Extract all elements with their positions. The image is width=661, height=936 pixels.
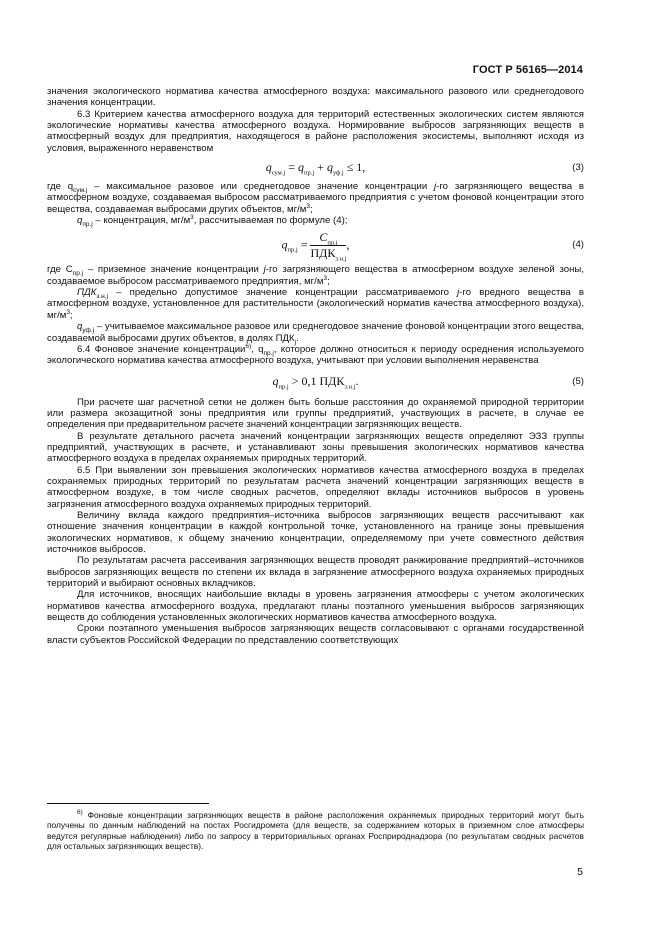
paragraph: 6.3 Критерием качества атмосферного воздуха для территорий естественных экологических систем являются экологические нормативы качества атмосферного воздуха. Нормирование выбросов загрязняющих веществ в атмосферный воздух для предприятия, находящегося в районе расположения экосистемы, выполняют исходя из условия, выраженного неравенством	[47, 108, 584, 154]
document-body	[47, 86, 584, 646]
paragraph: Величину вклада каждого предприятия–источника выбросов загрязняющих веществ рассчитывают как отношение значения концентрации в каждой контрольной точке, установленного на границе зоны превышения экологических нормативов, к общему значению концентрации, определяемому при учете совместного действия источников выбросов.	[47, 509, 584, 555]
formula-4-fraction: $\frac{C_{пр.j}}{ПДК_{з.н.j}}$	[310, 230, 347, 263]
formula-4-expression: $q_{пр.j}$ = $\frac{C_{пр.j}}{ПДК_{з.н.j}}$ ,	[281, 230, 350, 263]
footnote-reference: 6)	[245, 342, 252, 350]
formula-4	[47, 226, 584, 264]
footnote-separator	[47, 803, 209, 804]
footnote-marker: 6)	[77, 809, 83, 817]
formula-3	[47, 154, 584, 181]
paragraph: Для источников, вносящих наибольшие вклады в уровень загрязнения атмосферы с учетом экологических нормативов качества атмосферного воздуха, предлагают планы поэтапного уменьшения выбросов загрязняющих веществ до соблюдения установленных экологических нормативов качества атмосферного воздуха.	[47, 589, 584, 624]
paragraph: значения экологического норматива качества атмосферного воздуха: максимального разового или среднегодового значения концентрации.	[47, 86, 584, 109]
paragraph: $q_{уф.j}$ – учитываемое максимальное разовое или среднегодовое значение фоновой концентрации этого вещества, создаваемой выбросами других объектов, в долях $ПДК_j$.	[47, 321, 584, 346]
paragraph: Сроки поэтапного уменьшения выбросов загрязняющих веществ согласовывают с органами государственной власти субъектов Российской Федерации по представлению соответствующих	[47, 623, 584, 646]
paragraph: По результатам расчета рассеивания загрязняющих веществ проводят ранжирование предприятий–источников выбросов загрязняющих веществ по степени их вклада в загрязнение атмосферного воздуха охраняемых природных территорий и выбирают основных вкладчиков.	[47, 555, 584, 590]
paragraph: При расчете шаг расчетной сетки не должен быть больше расстояния до охраняемой природной территории или размера экозащитной зоны предприятия или группы предприятий, участвующих в расчете, в случае ее определения при предварительном расчете значений концентрации загрязняющих веществ.	[47, 396, 584, 431]
formula-5-expression: $q_{пр.j} > 0,1$ $ПДК_{з.н.j}$.	[272, 373, 359, 390]
paragraph: 6.4 Фоновое значение концентрации$^{6)}$, $q_{пр.j}$, которое должно относиться к периоду осреднения используемого экологического норматива качества атмосферного воздуха, учитывают при условии выполнения неравенства	[47, 342, 584, 367]
paragraph: где $C_{пр.j}$ – приземное значение концентрации j-го загрязняющего вещества в атмосферном воздухе зеленой зоны, создаваемое выбросом рассматриваемого предприятия, $мг/м^3$;	[47, 264, 584, 287]
formula-3-number: (3)	[572, 162, 584, 174]
formula-3-expression: $q_{сум.j} = q_{пр.j} + q_{уф.j} \le 1$,	[265, 160, 366, 177]
paragraph: $q_{пр.j}$ – концентрация, $мг/м^3$, рассчитываемая по формуле (4);	[77, 213, 348, 228]
paragraph: В результате детального расчета значений концентрации загрязняющих веществ определяют ЭЗЗ группы предприятий, участвующих в расчете, и устанавливают зоны превышения экологических нормативов качества атмосферного воздуха в пределах охраняемых природных территорий.	[47, 430, 584, 465]
page-number: 5	[577, 866, 583, 878]
formula-5-number: (5)	[572, 375, 584, 387]
formula-4-number: (4)	[572, 239, 584, 251]
formula-5	[47, 367, 584, 397]
paragraph: 6.5 При выявлении зон превышения экологических нормативов качества атмосферного воздуха в пределах сохраняемых природных территорий по результатам расчета значений концентрации загрязняющих веществ в атмосферном воздухе, в том числе сводных расчетов, определяют вклады источников выбросов в уровень загрязнения атмосферного воздуха охраняемых природных территорий.	[47, 464, 584, 510]
paragraph: $ПДК_{з.н.j}$ – предельно допустимое значение концентрации рассматриваемого j-го вредного вещества в атмосферном воздухе, установленное для растительности (экологический норматив качества атмосферного воздуха), $мг/м^3$;	[47, 287, 584, 321]
paragraph: где $q_{сум.j}$ – максимальное разовое или среднегодовое значение концентрации j-го загрязняющего вещества в атмосферном воздухе, создаваемая выбросом рассматриваемого предприятия с учетом фоновой концентрации этого вещества, создаваемая выбросами других объектов, $мг/м^3$;	[47, 181, 584, 215]
standard-header: ГОСТ Р 56165—2014	[472, 64, 583, 76]
footnote: $^{6)}$ Фоновые концентрации загрязняющих веществ в районе расположения охраняемых природных территорий могут быть получены по данным наблюдений на постах Росгидромета (для веществ, за содержанием которых в приземном слое атмосферы ведутся регулярные наблюдения) либо по запросу в территориальных органах Росприроднадзора (по результатам сводных расчетов для остальных загрязняющих веществ).	[47, 809, 584, 851]
